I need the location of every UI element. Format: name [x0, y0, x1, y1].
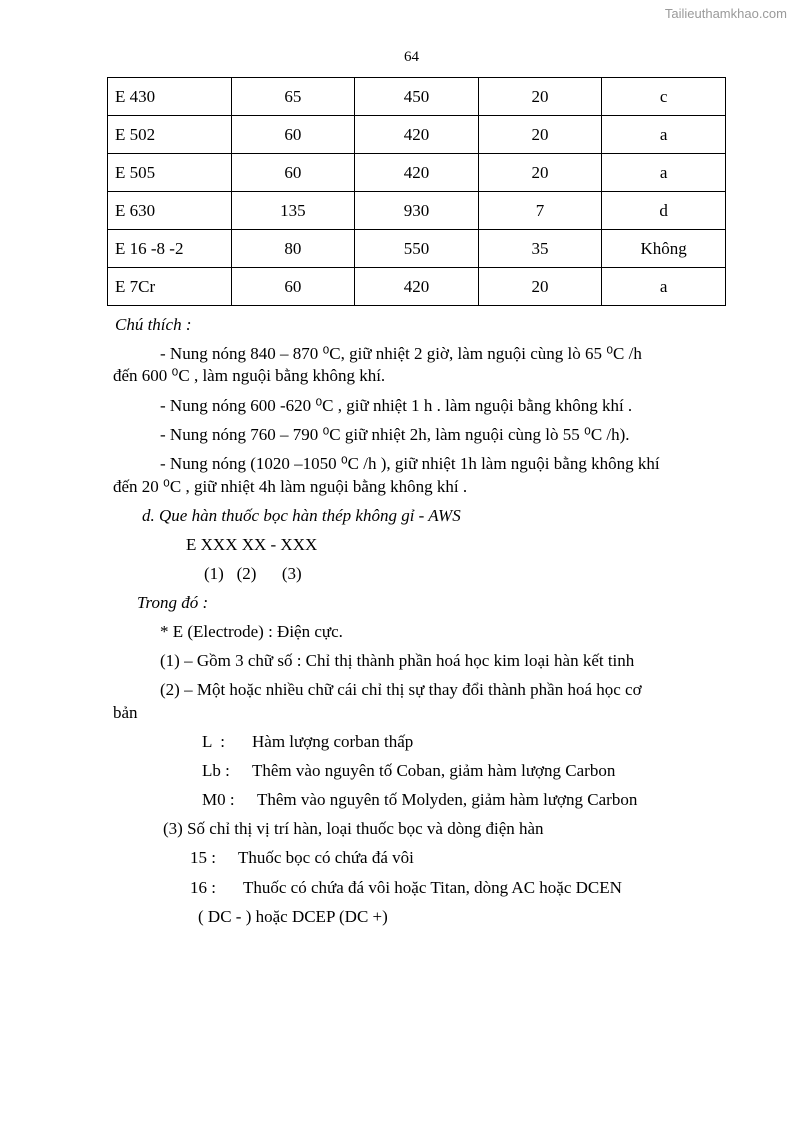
table-cell: Không	[602, 230, 726, 268]
table-cell: 550	[355, 230, 479, 268]
table-row	[108, 154, 726, 192]
table-cell: E 630	[108, 192, 232, 230]
table-cell: E 430	[108, 78, 232, 116]
table-row	[108, 268, 726, 306]
table-row	[108, 78, 726, 116]
electrode-table	[107, 77, 726, 306]
table-cell: E 502	[108, 116, 232, 154]
table-cell: a	[602, 268, 726, 306]
section-title: d. Que hàn thuốc bọc hàn thép không gỉ - AWS	[142, 506, 461, 525]
table-cell: 60	[231, 154, 355, 192]
code-parts: (1) (2) (3)	[204, 564, 302, 583]
item-1: (1) – Gồm 3 chữ số : Chỉ thị thành phần hoá học kim loại hàn kết tinh	[160, 651, 635, 670]
watermark: Tailieuthamkhao.com	[664, 6, 787, 21]
table-cell: 20	[478, 78, 602, 116]
table-cell: 420	[355, 116, 479, 154]
table-cell: a	[602, 116, 726, 154]
table-cell: 80	[231, 230, 355, 268]
table-cell: E 16 -8 -2	[108, 230, 232, 268]
code-L: L : Hàm lượng corban thấp	[202, 732, 414, 751]
note-4: - Nung nóng (1020 –1050 ⁰C /h ), giữ nhiệt 1h làm nguội bằng không khí	[160, 454, 660, 473]
notes-heading: Chú thích :	[115, 315, 192, 334]
table-cell: 20	[478, 116, 602, 154]
table-cell: 20	[478, 154, 602, 192]
table-cell: a	[602, 154, 726, 192]
where-heading: Trong đó :	[137, 593, 209, 612]
note-1: - Nung nóng 840 – 870 ⁰C, giữ nhiệt 2 giờ, làm nguội cùng lò 65 ⁰C /h	[160, 344, 642, 363]
note-4-cont: đến 20 ⁰C , giữ nhiệt 4h làm nguội bằng không khí .	[113, 477, 468, 496]
table-cell: 420	[355, 268, 479, 306]
code-16: 16 : Thuốc có chứa đá vôi hoặc Titan, dòng AC hoặc DCEN	[190, 878, 622, 897]
table-cell: 450	[355, 78, 479, 116]
item-3: (3) Số chỉ thị vị trí hàn, loại thuốc bọc và dòng điện hàn	[163, 819, 544, 838]
table-cell: 65	[231, 78, 355, 116]
table-cell: d	[602, 192, 726, 230]
note-2: - Nung nóng 600 -620 ⁰C , giữ nhiệt 1 h . làm nguội bằng không khí .	[160, 396, 633, 415]
item-e: * E (Electrode) : Điện cực.	[160, 622, 343, 641]
table-cell: 135	[231, 192, 355, 230]
table-cell: 930	[355, 192, 479, 230]
table-cell: 35	[478, 230, 602, 268]
page-number: 64	[404, 49, 419, 65]
code-15: 15 : Thuốc bọc có chứa đá vôi	[190, 848, 414, 867]
table-cell: 60	[231, 268, 355, 306]
table-row	[108, 192, 726, 230]
note-1-cont: đến 600 ⁰C , làm nguội bằng không khí.	[113, 366, 386, 385]
code-format: E XXX XX - XXX	[186, 535, 318, 554]
table-row	[108, 116, 726, 154]
table-row	[108, 230, 726, 268]
code-M0: M0 : Thêm vào nguyên tố Molyden, giảm hàm lượng Carbon	[202, 790, 638, 809]
item-2-cont: bản	[113, 703, 138, 722]
note-3: - Nung nóng 760 – 790 ⁰C giữ nhiệt 2h, làm nguội cùng lò 55 ⁰C /h).	[160, 425, 630, 444]
item-2: (2) – Một hoặc nhiều chữ cái chỉ thị sự thay đổi thành phần hoá học cơ	[160, 680, 642, 699]
table-cell: c	[602, 78, 726, 116]
table-cell: 420	[355, 154, 479, 192]
table-cell: 60	[231, 116, 355, 154]
table-cell: 7	[478, 192, 602, 230]
table-cell: E 7Cr	[108, 268, 232, 306]
table-cell: E 505	[108, 154, 232, 192]
code-Lb: Lb : Thêm vào nguyên tố Coban, giảm hàm lượng Carbon	[202, 761, 616, 780]
item-3-end: ( DC - ) hoặc DCEP (DC +)	[198, 907, 388, 926]
table-cell: 20	[478, 268, 602, 306]
